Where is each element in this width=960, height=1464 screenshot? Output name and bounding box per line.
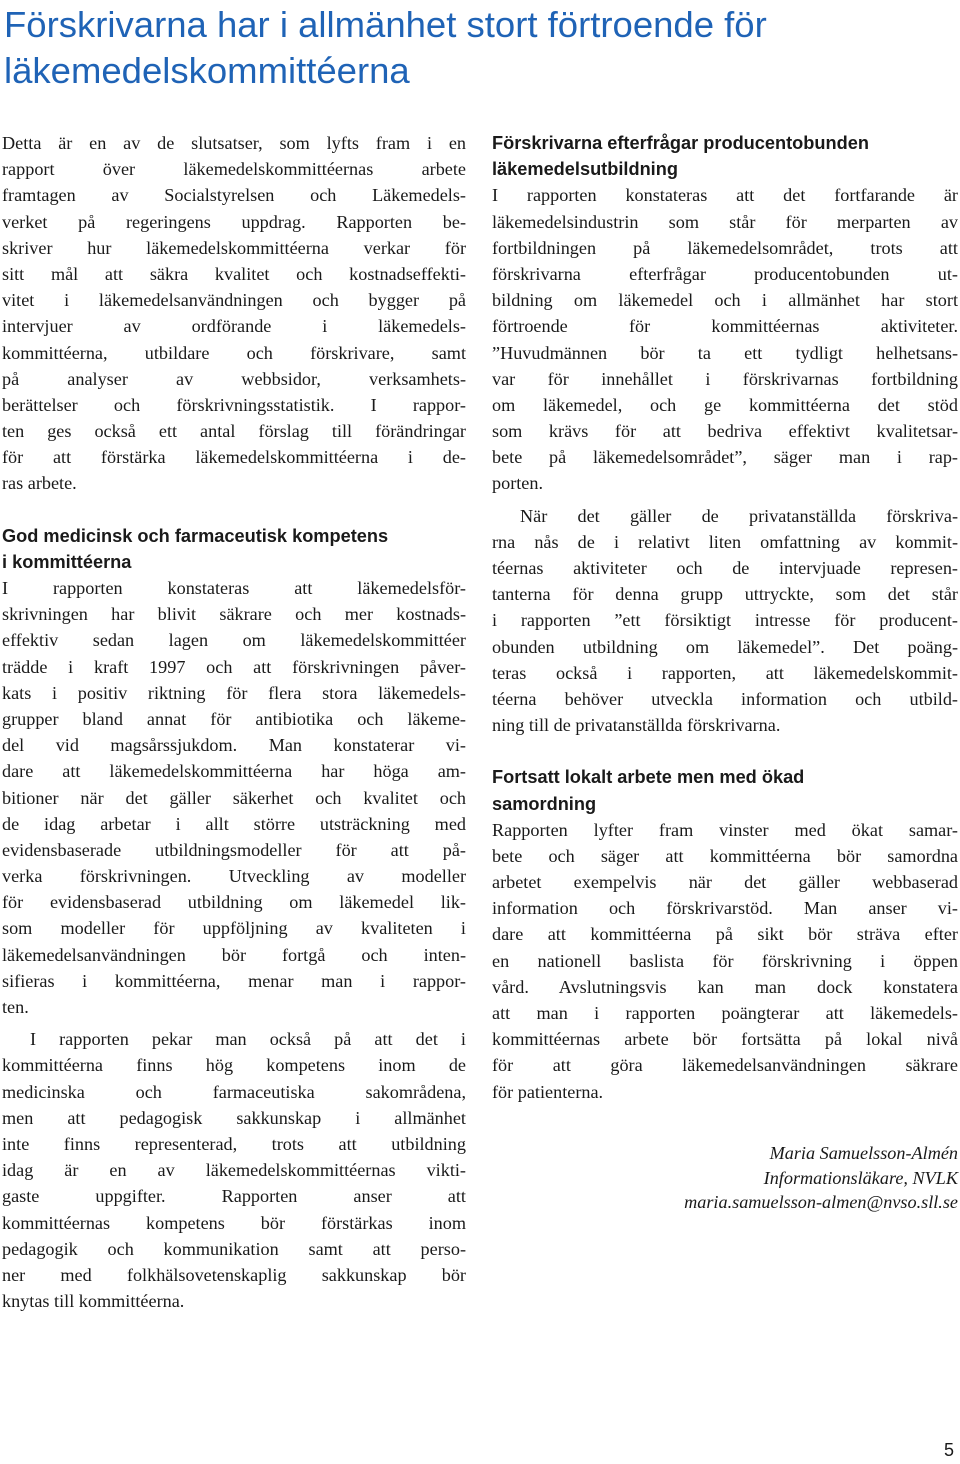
- author-name: Maria Samuelsson-Almén: [769, 1142, 958, 1163]
- text-line: som modeller för uppföljning av kvaliteten i: [2, 918, 466, 939]
- text-line: dare att kommittéerna på sikt bör sträva efter: [492, 924, 958, 945]
- text-line: verket på regeringens uppdrag. Rapporten be-: [2, 211, 466, 232]
- text-line: skriver hur läkemedelskommittéerna verkar för: [2, 237, 466, 258]
- signature-block: [492, 1141, 958, 1215]
- text-line: för att förstärka läkemedelskommittéerna i de-: [2, 447, 466, 468]
- text-line: ning till de privatanställda förskrivarna.: [492, 715, 781, 736]
- text-line: verka förskrivningen. Utveckling av modeller: [2, 866, 466, 887]
- text-line: Rapporten lyfter fram vinster med ökat samar-: [492, 819, 958, 840]
- coordination-paragraph: [492, 817, 958, 1105]
- text-line: skrivningen har blivit säkrare och mer kostnads-: [2, 604, 466, 625]
- text-line: de idag arbetar i allt större utsträckning med: [2, 813, 466, 834]
- text-line: om läkemedel, och ge kommittéerna det stöd: [492, 394, 958, 415]
- producer-paragraph-2: [492, 503, 958, 739]
- text-line: gaste uppgifter. Rapporten anser att: [2, 1186, 466, 1207]
- text-line: men att pedagogisk sakkunskap i allmänhet: [2, 1107, 466, 1128]
- text-line: pedagogik och kommunikation samt att perso-: [2, 1238, 466, 1259]
- author-title: Informationsläkare, NVLK: [763, 1167, 958, 1188]
- text-line: vård. Avslutningsvis kan man dock konstatera: [492, 976, 958, 997]
- intro-paragraph: [2, 130, 466, 497]
- text-line: tanterna för denna grupp uttryckte, som det står: [492, 584, 958, 605]
- text-line: idag är en av läkemedelskommittéernas vikti-: [2, 1160, 466, 1181]
- right-column: [492, 130, 958, 1215]
- author-email: maria.samuelsson-almen@nvso.sll.se: [684, 1192, 958, 1213]
- section-heading-producer-independent: [492, 130, 958, 182]
- text-line: evidensbaserade utbildningsmodeller för att på-: [2, 839, 466, 860]
- page-number: 5: [943, 1440, 954, 1460]
- text-line: bete på läkemedelsområdet”, säger man i rap-: [492, 447, 958, 468]
- competence-paragraph-1: [2, 575, 466, 1020]
- text-line: I rapporten konstateras att det fortfarande är: [492, 185, 958, 206]
- text-line: ner med folkhälsovetenskaplig sakkunskap bör: [2, 1264, 466, 1285]
- text-line: ras arbete.: [2, 473, 77, 494]
- text-line: knytas till kommittéerna.: [2, 1291, 185, 1312]
- competence-paragraph-2: [2, 1026, 466, 1314]
- text-line: var för innehållet i förskrivarnas fortbildning: [492, 368, 958, 389]
- text-line: trädde i kraft 1997 och att förskrivningen påver-: [2, 656, 466, 677]
- text-line: obunden utbildning om läkemedel”. Det poäng-: [492, 636, 958, 657]
- left-column: [2, 130, 466, 1314]
- text-line: medicinska och farmaceutiska sakområdena,: [2, 1081, 466, 1102]
- text-line: kommittéernas arbete bör fortsätta på lokal nivå: [492, 1029, 958, 1050]
- text-line: arbetet exempelvis när det gäller webbaserad: [492, 872, 958, 893]
- text-line: bete och säger att kommittéerna bör samordna: [492, 845, 958, 866]
- heading-line: Fortsatt lokalt arbete men med ökad: [492, 767, 805, 788]
- text-line: När det gäller de privatanställda förskriva-: [520, 505, 958, 526]
- section-heading-competence: [2, 523, 466, 575]
- text-line: sitt mål att säkra kvalitet och kostnadseffekti-: [2, 263, 466, 284]
- text-line: kommittéerna finns hög kompetens inom de: [2, 1055, 466, 1076]
- text-line: dare att läkemedelskommittéerna har höga am-: [2, 761, 466, 782]
- heading-line: i kommittéerna: [2, 551, 132, 572]
- text-line: att man i rapporten poängterar att läkemedels-: [492, 1003, 958, 1023]
- text-line: teras också i rapporten, att läkemedelskommit-: [492, 662, 958, 683]
- heading-line: Förskrivarna efterfrågar producentobunden: [492, 133, 869, 153]
- text-line: läkemedelsindustrin som står för merparten av: [492, 211, 958, 232]
- text-line: i rapporten ”ett försiktigt intresse för producent-: [492, 610, 958, 631]
- text-line: information och förskrivarstöd. Man anser vi-: [492, 898, 958, 919]
- text-line: berättelser och förskrivningsstatistik. I rappor-: [2, 394, 466, 415]
- text-line: framtagen av Socialstyrelsen och Läkemedels-: [2, 185, 466, 206]
- text-line: intervjuer av ordförande i läkemedels-: [2, 316, 466, 337]
- text-line: bildning om läkemedel och i allmänhet har stort: [492, 290, 958, 311]
- section-heading-coordination: [492, 764, 958, 816]
- text-line: för patienterna.: [492, 1081, 604, 1102]
- text-line: läkemedelsanvändningen bör fortgå och inten-: [2, 944, 466, 965]
- spacer: [2, 497, 466, 523]
- text-line: som krävs för att bedriva effektivt kvalitetsar-: [492, 421, 958, 442]
- text-line: téernas aktiviteter och de intervjuade represen-: [492, 558, 958, 578]
- text-line: ten ges också ett antal förslag till förändringar: [2, 421, 466, 442]
- text-line: I rapporten pekar man också på att det i: [30, 1029, 466, 1050]
- title-line: Förskrivarna har i allmänhet stort förtroende för: [4, 4, 767, 45]
- text-line: för att göra läkemedelsanvändningen säkrare: [492, 1055, 958, 1076]
- heading-line: läkemedelsutbildning: [492, 159, 678, 180]
- text-line: effektiv sedan lagen om läkemedelskommittéer: [2, 630, 466, 651]
- text-line: förskrivarna efterfrågar producentobunden ut-: [492, 263, 958, 284]
- text-line: téerna behöver utveckla information och utbild-: [492, 688, 958, 709]
- heading-line: God medicinsk och farmaceutisk kompetens: [2, 525, 389, 546]
- text-line: kommittéernas kompetens bör förstärkas inom: [2, 1212, 466, 1233]
- heading-line: samordning: [492, 793, 597, 814]
- text-line: vitet i läkemedelsanvändningen och bygger på: [2, 290, 466, 311]
- text-line: kommittéerna, utbildare och förskrivare, samt: [2, 342, 466, 363]
- text-line: en nationell baslista för förskrivning i öppen: [492, 950, 958, 971]
- article-title: [4, 2, 954, 94]
- text-line: kats i positiv riktning för flera stora läkemedels-: [2, 682, 466, 703]
- text-line: inte finns representerad, trots att utbildning: [2, 1133, 466, 1154]
- text-line: för evidensbaserad utbildning om läkemedel lik-: [2, 892, 466, 913]
- text-line: porten.: [492, 473, 544, 494]
- text-line: förtroende för kommittéernas aktiviteter.: [492, 316, 958, 337]
- text-line: på analyser av webbsidor, verksamhets-: [2, 368, 466, 389]
- text-line: bitioner när det gäller säkerhet och kvalitet och: [2, 787, 466, 808]
- text-line: ”Huvudmännen bör ta ett tydligt helhetsans-: [492, 342, 958, 363]
- text-line: rapport över läkemedelskommittéernas arbete: [2, 159, 466, 180]
- text-line: I rapporten konstateras att läkemedelsför-: [2, 578, 466, 598]
- text-line: sifieras i kommittéerna, menar man i rappor-: [2, 970, 466, 991]
- text-line: grupper bland annat för antibiotika och läkeme-: [2, 708, 466, 729]
- text-line: del vid magsårssjukdom. Man konstaterar vi-: [2, 735, 466, 756]
- spacer: [492, 738, 958, 764]
- text-line: rna nås de i relativt liten omfattning av kommit-: [492, 531, 958, 552]
- title-line: läkemedelskommittéerna: [4, 50, 410, 91]
- text-line: ten.: [2, 997, 29, 1017]
- text-line: fortbildningen på läkemedelsområdet, trots att: [492, 237, 958, 258]
- text-line: Detta är en av de slutsatser, som lyfts fram i en: [2, 133, 466, 153]
- producer-paragraph-1: [492, 182, 958, 496]
